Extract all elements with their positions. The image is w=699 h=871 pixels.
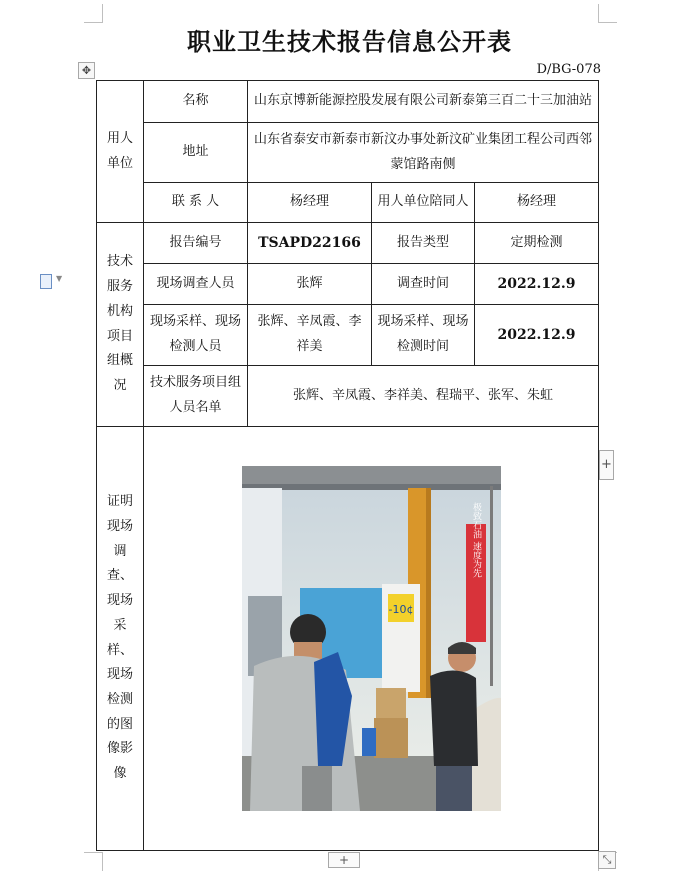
corner-mark-top-right bbox=[598, 4, 617, 23]
table-resize-icon[interactable]: ⤡ bbox=[598, 851, 616, 869]
survey-time-value: 2022.12.9 bbox=[475, 264, 599, 305]
sampling-staff-value: 张辉、辛凤霞、李祥美 bbox=[248, 305, 372, 366]
document-menu-icon[interactable]: ▼ bbox=[40, 274, 64, 288]
add-column-button[interactable]: + bbox=[599, 450, 614, 480]
info-table bbox=[96, 80, 599, 851]
escort-label: 用人单位陪同人 bbox=[372, 183, 475, 223]
address-label: 地址 bbox=[144, 123, 248, 183]
report-no-value: TSAPD22166 bbox=[248, 223, 372, 264]
report-no-label: 报告编号 bbox=[144, 223, 248, 264]
sampling-time-value: 2022.12.9 bbox=[475, 305, 599, 366]
corner-mark-top-left bbox=[84, 4, 103, 23]
address-value: 山东省泰安市新泰市新汶办事处新汶矿业集团工程公司西邻蒙馆路南侧 bbox=[248, 123, 599, 183]
team-value: 张辉、辛凤霞、李祥美、程瑞平、张军、朱虹 bbox=[248, 366, 599, 427]
survey-time-label: 调查时间 bbox=[372, 264, 475, 305]
sampling-time-label: 现场采样、现场检测时间 bbox=[372, 305, 475, 366]
survey-staff-label: 现场调查人员 bbox=[144, 264, 248, 305]
photo-section-label: 证明现场调查、现场采样、现场检测的图像影像 bbox=[97, 427, 144, 851]
name-label: 名称 bbox=[144, 81, 248, 123]
document-title: 职业卫生技术报告信息公开表 bbox=[187, 27, 512, 56]
contact-label: 联 系 人 bbox=[144, 183, 248, 223]
form-code: D/BG-078 bbox=[536, 62, 601, 77]
report-type-label: 报告类型 bbox=[372, 223, 475, 264]
banner-text: 极致石油 速度为先 bbox=[470, 502, 481, 578]
report-type-value: 定期检测 bbox=[475, 223, 599, 264]
add-row-button[interactable]: + bbox=[328, 852, 360, 868]
site-photo bbox=[242, 466, 501, 811]
sampling-staff-label: 现场采样、现场检测人员 bbox=[144, 305, 248, 366]
corner-mark-bottom-left bbox=[84, 852, 103, 871]
survey-staff-value: 张辉 bbox=[248, 264, 372, 305]
price-sign: -10¢ bbox=[388, 603, 413, 616]
site-photo-image bbox=[242, 466, 501, 811]
employer-section-label: 用人单位 bbox=[97, 81, 144, 223]
team-label: 技术服务项目组人员名单 bbox=[144, 366, 248, 427]
table-move-icon[interactable]: ✥ bbox=[78, 62, 95, 79]
escort-value: 杨经理 bbox=[475, 183, 599, 223]
name-value: 山东京博新能源控股发展有限公司新泰第三百二十三加油站 bbox=[248, 81, 599, 123]
service-section-label: 技术服务机构项目组概况 bbox=[97, 223, 144, 427]
photo-cell bbox=[144, 427, 599, 851]
contact-value: 杨经理 bbox=[248, 183, 372, 223]
